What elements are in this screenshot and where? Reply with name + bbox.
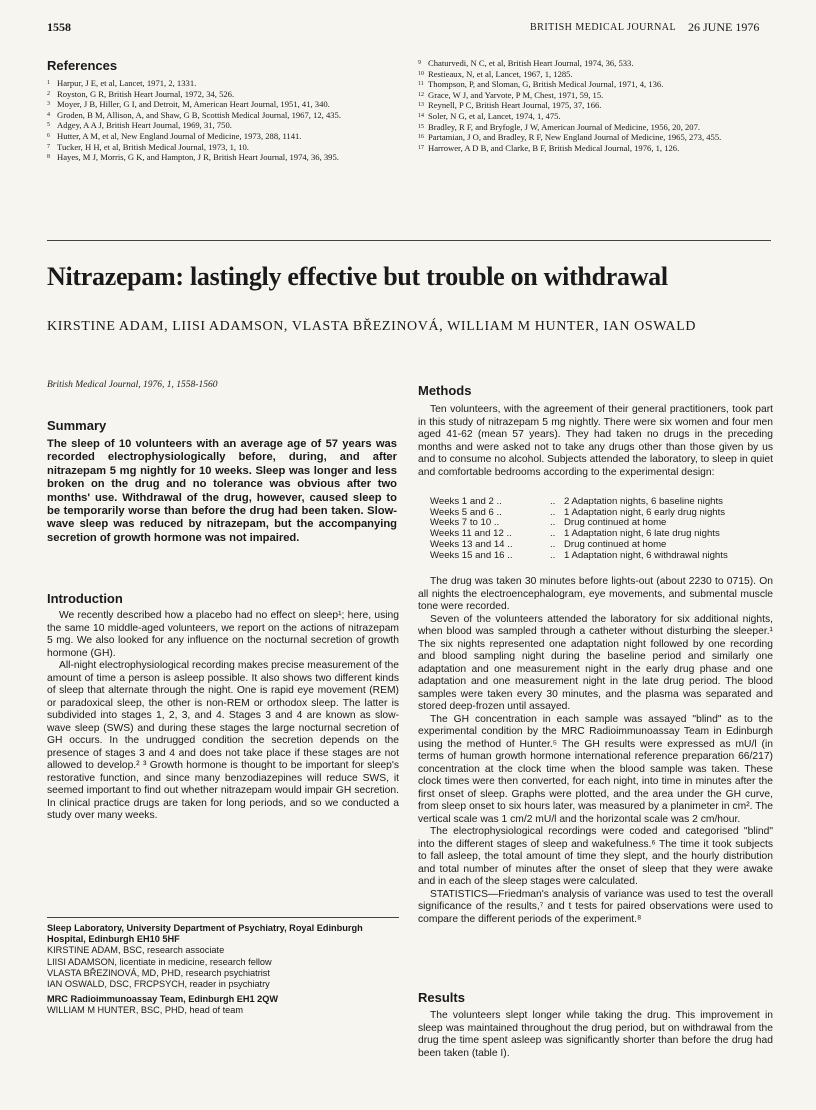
reference-text: Groden, B M, Allison, A, and Shaw, G B, Scottish Medical Journal, 1967, 12, 435. <box>57 109 341 120</box>
results-body <box>418 1010 773 1060</box>
reference-item <box>418 132 773 143</box>
reference-item <box>47 89 402 100</box>
reference-text: Restieaux, N, et al, Lancet, 1967, 1, 1285. <box>428 68 573 79</box>
reference-text: Bradley, R F, and Bryfogle, J W, American Journal of Medicine, 1956, 20, 207. <box>428 121 701 132</box>
reference-number: 12 <box>418 91 424 98</box>
reference-number: 3 <box>47 101 50 108</box>
author-list: KIRSTINE ADAM, LIISI ADAMSON, VLASTA BŘEZINOVÁ, WILLIAM M HUNTER, IAN OSWALD <box>47 319 697 334</box>
references-heading: References <box>47 58 118 73</box>
design-dots: .. <box>550 506 556 518</box>
methods-heading: Methods <box>418 383 472 398</box>
reference-item <box>418 79 773 90</box>
author-credential: LIISI ADAMSON, licentiate in medicine, research fellow <box>47 956 272 967</box>
methods-paragraph: The electrophysiological recordings were coded and categorised "blind" into the different stages of sleep and wakefulness.⁶ The time it took subjects to fall asleep, the total amount of time they slept, and the hourly distribution and total number of minutes after the onset of sleep that they were awake and in each of the sleep stages were calculated. <box>418 826 773 887</box>
methods-paragraph: STATISTICS—Friedman's analysis of variance was used to test the overall significance of the results,⁷ and t tests for paired observations were used to compare the different periods of the experiment.⁸ <box>418 888 773 925</box>
introduction-body <box>47 610 399 823</box>
design-weeks: Weeks 13 and 14 .. <box>430 538 513 550</box>
reference-item <box>47 120 402 131</box>
references-list-right <box>418 58 773 153</box>
introduction-paragraph: All-night electrophysiological recording makes precise measurement of the amount of time a person is asleep possible. It also shows two different kinds of sleep that alternate through the night. One is rapid eye movement (REM) or paradoxical sleep, the other is non-REM or orthodox sleep. The latter is subdivided into stages 1, 2, 3, and 4. Stages 3 and 4 are known as slow-wave sleep (SWS) and during these stages the large nocturnal secretion of GH occurs. In the undrugged condition the secretion depends on the presence of stages 3 and 4 and does not take place if these stages are not allowed to develop.² ³ Growth hormone is thought to be important for sleep's restorative function, and since many benzodiazepines will reduce SWS, it seemed important to find out whether nitrazepam would impair GH secretion. In clinical practice drugs are taken for long periods, and so we conducted a study over many weeks. <box>47 660 399 821</box>
reference-number: 6 <box>47 132 50 139</box>
reference-number: 5 <box>47 122 50 129</box>
design-description: 1 Adaptation night, 6 late drug nights <box>564 528 720 540</box>
reference-text: Harpur, J E, et al, Lancet, 1971, 2, 1331. <box>57 78 197 88</box>
article-title: Nitrazepam: lastingly effective but trouble on withdrawal <box>47 262 668 291</box>
references-list-left <box>47 78 402 163</box>
journal-citation: British Medical Journal, 1976, 1, 1558-1560 <box>47 380 218 390</box>
author-credential: IAN OSWALD, DSC, FRCPSYCH, reader in psychiatry <box>47 979 270 990</box>
results-paragraph: The volunteers slept longer while taking the drug. This improvement in sleep was maintained throughout the drug period, but on withdrawal from the drug the time spent asleep was significantly shorter than before the drug had been taken (table I). <box>418 1010 773 1059</box>
summary-heading: Summary <box>47 418 107 433</box>
design-dots: .. <box>550 538 556 550</box>
reference-text: Reynell, P C, British Heart Journal, 1975, 37, 166. <box>428 100 602 111</box>
reference-number: 11 <box>418 81 424 88</box>
design-row <box>430 551 775 562</box>
reference-item <box>47 110 402 121</box>
reference-text: Moyer, J B, Hiller, G I, and Detroit, M, American Heart Journal, 1951, 41, 340. <box>57 99 330 110</box>
affiliation-box <box>47 923 399 1017</box>
experimental-design-table <box>430 497 775 561</box>
reference-item <box>47 99 402 110</box>
author-credential: VLASTA BŘEZINOVÁ, MD, PHD, research psychiatrist <box>47 967 270 978</box>
reference-text: Thompson, P, and Sloman, G, British Medical Journal, 1971, 4, 136. <box>428 79 664 90</box>
reference-number: 8 <box>47 154 50 161</box>
section-divider <box>47 240 771 241</box>
design-dots: .. <box>550 517 556 529</box>
reference-number: 9 <box>418 60 421 66</box>
reference-text: Harrower, A D B, and Clarke, B F, British Medical Journal, 1976, 1, 126. <box>428 142 680 153</box>
reference-item <box>418 122 773 133</box>
reference-item <box>418 69 773 80</box>
design-dots: .. <box>550 496 556 507</box>
reference-text: Hutter, A M, et al, New England Journal of Medicine, 1973, 288, 1141. <box>57 130 302 141</box>
reference-item <box>47 152 402 163</box>
design-description: Drug continued at home <box>564 538 667 550</box>
methods-paragraph: Seven of the volunteers attended the laboratory for six additional nights, when blood was sampled through a catheter without disturbing the sleeper.¹ The six nights represented one adaptation night followed by one recording and blood sampling night during the baseline period and similarly one adaptation and one measurement night in the early drug phase and one adaptation and one measurement night in the late drug period. The blood samples were taken every 30 minutes, and the plasma was separated and stored deep-frozen until assayed. <box>418 613 773 712</box>
reference-item <box>418 58 773 69</box>
design-description: 2 Adaptation nights, 6 baseline nights <box>564 496 723 507</box>
reference-number: 13 <box>418 102 424 109</box>
author-credential: KIRSTINE ADAM, BSC, research associate <box>47 945 225 956</box>
institution-2: MRC Radioimmunoassay Team, Edinburgh EH1 2QW <box>47 994 279 1005</box>
reference-number: 2 <box>47 90 50 97</box>
reference-item <box>47 131 402 142</box>
reference-number: 17 <box>418 144 424 151</box>
methods-intro-paragraph: Ten volunteers, with the agreement of their general practitioners, took part in this study of nitrazepam 5 mg nightly. There were six women and four men aged 41-62 (mean 57 years). They had taken no drugs in the preceding months and were asked not to take any drugs other than those given by us and to consume no alcohol. Subjects attended the laboratory, to sleep in quiet and comfortable bedrooms according to the experimental design: <box>418 404 773 478</box>
reference-number: 7 <box>47 143 50 150</box>
introduction-paragraph: We recently described how a placebo had no effect on sleep¹; here, using the same 10 middle-aged volunteers, we report on the actions of nitrazepam 5 mg. We also looked for any influence on the nocturnal secretion of growth hormone (GH). <box>47 610 399 659</box>
design-weeks: Weeks 1 and 2 .. <box>430 496 502 507</box>
design-weeks: Weeks 15 and 16 .. <box>430 549 513 561</box>
design-row <box>430 540 775 551</box>
reference-text: Partamian, J O, and Bradley, R F, New England Journal of Medicine, 1965, 273, 455. <box>428 132 722 143</box>
design-weeks: Weeks 7 to 10 .. <box>430 517 500 529</box>
reference-text: Tucker, H H, et al, British Medical Journal, 1973, 1, 10. <box>57 141 249 152</box>
design-description: 1 Adaptation night, 6 early drug nights <box>564 506 726 518</box>
reference-text: Soler, N G, et al, Lancet, 1974, 1, 475. <box>428 110 561 121</box>
design-weeks: Weeks 5 and 6 .. <box>430 506 502 518</box>
design-weeks: Weeks 11 and 12 .. <box>430 528 512 540</box>
reference-number: 4 <box>47 111 50 118</box>
reference-number: 15 <box>418 123 424 130</box>
affiliation-divider <box>47 917 399 918</box>
reference-item <box>418 90 773 101</box>
methods-paragraph: The GH concentration in each sample was assayed "blind" as to the experimental condition by the MRC Radioimmunoassay Team in Edinburgh using the method of Hunter.⁵ The GH results were expressed as mU/l (in terms of human growth hormone international reference preparation 66/217) concentration at the clock time when the blood sample was taken. These clock times were then converted, for each night, into time in minutes after the first onset of sleep. Graphs were plotted, and the area under the GH curve, from sleep onset to six hours later, was measured by a planimeter in cm². The vertical scale was 1 cm/2 mU/l and the horizontal scale was 2 cm/hour. <box>418 713 773 825</box>
reference-number: 10 <box>418 70 424 77</box>
issue-date: 26 JUNE 1976 <box>688 20 760 34</box>
journal-name: BRITISH MEDICAL JOURNAL <box>530 22 677 33</box>
institution-1: Sleep Laboratory, University Department of Psychiatry, Royal Edinburgh Hospital, Edinburgh EH10 5HF <box>47 923 363 945</box>
reference-item <box>418 100 773 111</box>
reference-number: 14 <box>418 112 424 119</box>
methods-paragraph: The drug was taken 30 minutes before lights-out (about 2230 to 0715). On all nights the electroencephalogram, eye movements, and submental muscle tone were recorded. <box>418 576 773 612</box>
design-dots: .. <box>550 549 556 561</box>
reference-text: Grace, W J, and Yarvote, P M, Chest, 1971, 59, 15. <box>428 89 604 100</box>
page-number: 1558 <box>47 20 71 34</box>
reference-text: Chaturvedi, N C, et al, British Heart Journal, 1974, 36, 533. <box>428 58 634 68</box>
design-description: Drug continued at home <box>564 517 667 529</box>
methods-intro <box>418 404 773 479</box>
reference-number: 16 <box>418 134 424 141</box>
reference-number: 1 <box>47 80 50 86</box>
reference-item <box>418 111 773 122</box>
reference-item <box>47 78 402 89</box>
design-dots: .. <box>550 528 556 540</box>
reference-item <box>47 142 402 153</box>
results-heading: Results <box>418 990 465 1005</box>
introduction-heading: Introduction <box>47 591 123 606</box>
reference-text: Royston, G R, British Heart Journal, 1972, 34, 526. <box>57 88 235 99</box>
reference-text: Adgey, A A J, British Heart Journal, 1969, 31, 750. <box>57 120 232 131</box>
reference-item <box>418 143 773 154</box>
methods-body <box>418 576 773 926</box>
author-credential: WILLIAM M HUNTER, BSC, PHD, head of team <box>47 1005 244 1016</box>
summary-text: The sleep of 10 volunteers with an average age of 57 years was recorded electrophysiologically before, during, and after nitrazepam 5 mg nightly for 10 weeks. Sleep was longer and less broken on the drug and no tolerance was obvious after two months' use. Withdrawal of the drug, however, caused sleep to be temporarily worse than before the drug had been taken. Slow-wave sleep was reduced by nitrazepam, but the accompanying secretion of growth hormone was not impaired. <box>47 438 397 544</box>
design-description: 1 Adaptation night, 6 withdrawal nights <box>564 549 728 561</box>
reference-text: Hayes, M J, Morris, G K, and Hampton, J R, British Heart Journal, 1974, 36, 395. <box>57 152 339 163</box>
